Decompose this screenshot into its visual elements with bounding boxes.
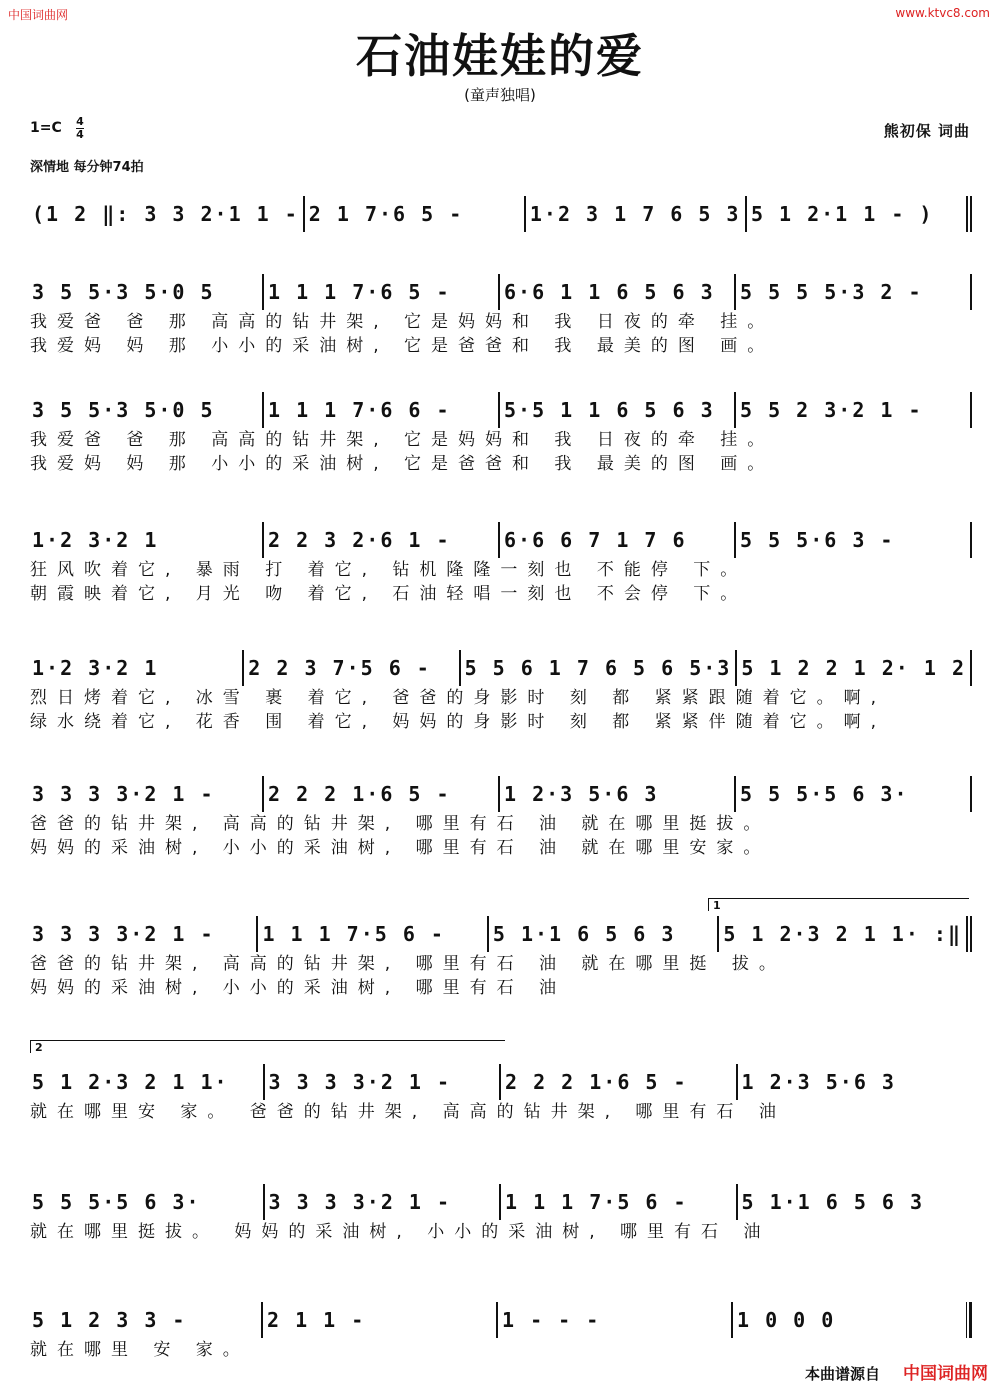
score-system-7 — [28, 1064, 972, 1124]
measure: 5 5 2 3·2 1 - — [740, 398, 923, 422]
notes-row — [28, 522, 972, 558]
measure: 3 3 3 3·2 1 - — [268, 1190, 452, 1214]
lyrics-verse-1: 狂风吹着它, 暴雨 打 着它, 钻机隆隆一刻也 不能停 下。 — [30, 560, 748, 580]
notes-row — [28, 776, 972, 812]
lyrics-verse-2: 我爱妈 妈 那 小小的采油树, 它是爸爸和 我 最美的图 画。 — [30, 454, 775, 474]
watermark-left: 中国词曲网 — [8, 8, 69, 22]
measure: 3 3 3 3·2 1 - — [32, 782, 215, 806]
measure: 1·2 3·2 1 — [32, 656, 159, 680]
notes-row — [28, 1064, 972, 1100]
lyrics-verse-2: 妈妈的采油树, 小小的采油树, 哪里有石 油 就在哪里安家。 — [30, 838, 771, 858]
notes-row — [28, 916, 972, 952]
lyrics-verse-2: 朝霞映着它, 月光 吻 着它, 石油轻唱一刻也 不会停 下。 — [30, 584, 748, 604]
lyrics-verse-1: 我爱爸 爸 那 高高的钻井架, 它是妈妈和 我 日夜的牵 挂。 — [30, 430, 775, 450]
measure: 5 1·1 6 5 6 3 — [492, 922, 676, 946]
measure: 1 2·3 5·6 3 — [741, 1070, 896, 1094]
measure: 5·5 1 1 6 5 6 3 — [504, 398, 715, 422]
score-system-6 — [28, 916, 972, 1000]
tempo-marking: 深情地 每分钟74拍 — [30, 160, 144, 175]
notes-row — [28, 274, 972, 310]
measure: 3 3 3 3·2 1 - — [32, 922, 215, 946]
time-signature — [76, 116, 84, 141]
lyrics-verse-1: 爸爸的钻井架, 高高的钻井架, 哪里有石 油 就在哪里挺 拔。 — [30, 954, 786, 974]
time-signature-top: 4 — [76, 115, 84, 128]
measure: 5 5 5·5 6 3· — [32, 1190, 201, 1214]
score-system-5 — [28, 776, 972, 860]
lyrics-line: 就在哪里安 家。 爸爸的钻井架, 高高的钻井架, 哪里有石 油 — [30, 1102, 786, 1122]
measure: 3 5 5·3 5·0 5 — [32, 280, 215, 304]
measure: 1 0 0 0 — [737, 1308, 836, 1332]
lyrics-line: 就在哪里 安 家。 — [30, 1340, 250, 1360]
measure: 2 1 1 - — [267, 1308, 366, 1332]
notes-row — [28, 196, 972, 232]
measure: 5 5 6 1 7 6 5 6 5·3 — [464, 656, 732, 680]
lyrics-verse-1: 爸爸的钻井架, 高高的钻井架, 哪里有石 油 就在哪里挺拔。 — [30, 814, 771, 834]
measure: 1 1 1 7·6 5 - — [268, 280, 451, 304]
footer-site-name: 中国词曲网 — [903, 1364, 988, 1384]
lyrics-verse-2: 我爱妈 妈 那 小小的采油树, 它是爸爸和 我 最美的图 画。 — [30, 336, 775, 356]
measure: 1 1 1 7·5 6 - — [262, 922, 445, 946]
score-system-1 — [28, 274, 972, 358]
measure: 1·2 3 1 7 6 5 3 — [529, 202, 741, 226]
notes-row — [28, 1302, 972, 1338]
key-signature: 1=C — [30, 120, 62, 136]
lyrics-verse-2: 妈妈的采油树, 小小的采油树, 哪里有石 油 — [30, 978, 567, 998]
measure: 5 1 2·3 2 1 1· :‖ — [723, 922, 963, 946]
measure: 5 1 2 3 3 - — [32, 1308, 187, 1332]
measure: 1 1 1 7·6 6 - — [268, 398, 451, 422]
notes-row — [28, 1184, 972, 1220]
measure: 5 1 2 2 1 2· 1 2 — [741, 656, 966, 680]
score-system-2 — [28, 392, 972, 476]
score-system-3 — [28, 522, 972, 606]
measure: 1 - - - — [502, 1308, 601, 1332]
time-signature-bottom: 4 — [76, 128, 84, 141]
song-title: 石油娃娃的爱 — [356, 29, 644, 83]
measure: (1 2 ‖: 3 3 2·1 1 - — [32, 202, 299, 226]
measure: 2 2 2 1·6 5 - — [268, 782, 451, 806]
watermark-right: www.ktvc8.com — [895, 6, 990, 20]
notes-row — [28, 650, 972, 686]
measure: 2 2 3 7·5 6 - — [248, 656, 431, 680]
measure: 2 2 2 1·6 5 - — [505, 1070, 688, 1094]
notes-row — [28, 392, 972, 428]
score-system-9 — [28, 1302, 972, 1362]
measure: 5 1 2·3 2 1 1· — [32, 1070, 229, 1094]
measure: 1 1 1 7·5 6 - — [505, 1190, 688, 1214]
volta-bracket-2: 2 — [30, 1040, 505, 1053]
measure: 2 1 7·6 5 - — [308, 202, 464, 226]
measure: 5 5 5·6 3 - — [740, 528, 895, 552]
measure: 1·2 3·2 1 — [32, 528, 159, 552]
score-system-0 — [28, 196, 972, 232]
measure: 5 5 5 5·3 2 - — [740, 280, 923, 304]
footer-source-text: 本曲谱源自 — [804, 1365, 880, 1383]
composer-credit: 熊初保 词曲 — [883, 122, 970, 140]
measure: 5 1·1 6 5 6 3 — [741, 1190, 925, 1214]
measure: 3 5 5·3 5·0 5 — [32, 398, 215, 422]
volta-bracket-1: 1 — [708, 898, 969, 911]
song-subtitle: (童声独唱) — [464, 86, 536, 104]
lyrics-verse-2: 绿水绕着它, 花香 围 着它, 妈妈的身影时 刻 都 紧紧伴随着它。啊, — [30, 712, 887, 732]
measure: 5 1 2·1 1 - ) — [750, 202, 934, 226]
lyrics-verse-1: 烈日烤着它, 冰雪 裹 着它, 爸爸的身影时 刻 都 紧紧跟随着它。啊, — [30, 688, 887, 708]
measure: 6·6 6 7 1 7 6 — [504, 528, 687, 552]
score-system-8 — [28, 1184, 972, 1244]
score-system-4 — [28, 650, 972, 734]
measure: 2 2 3 2·6 1 - — [268, 528, 451, 552]
lyrics-verse-1: 我爱爸 爸 那 高高的钻井架, 它是妈妈和 我 日夜的牵 挂。 — [30, 312, 775, 332]
measure: 5 5 5·5 6 3· — [740, 782, 909, 806]
measure: 6·6 1 1 6 5 6 3 — [504, 280, 715, 304]
lyrics-line: 就在哪里挺拔。 妈妈的采油树, 小小的采油树, 哪里有石 油 — [30, 1222, 771, 1242]
measure: 3 3 3 3·2 1 - — [268, 1070, 452, 1094]
measure: 1 2·3 5·6 3 — [504, 782, 659, 806]
